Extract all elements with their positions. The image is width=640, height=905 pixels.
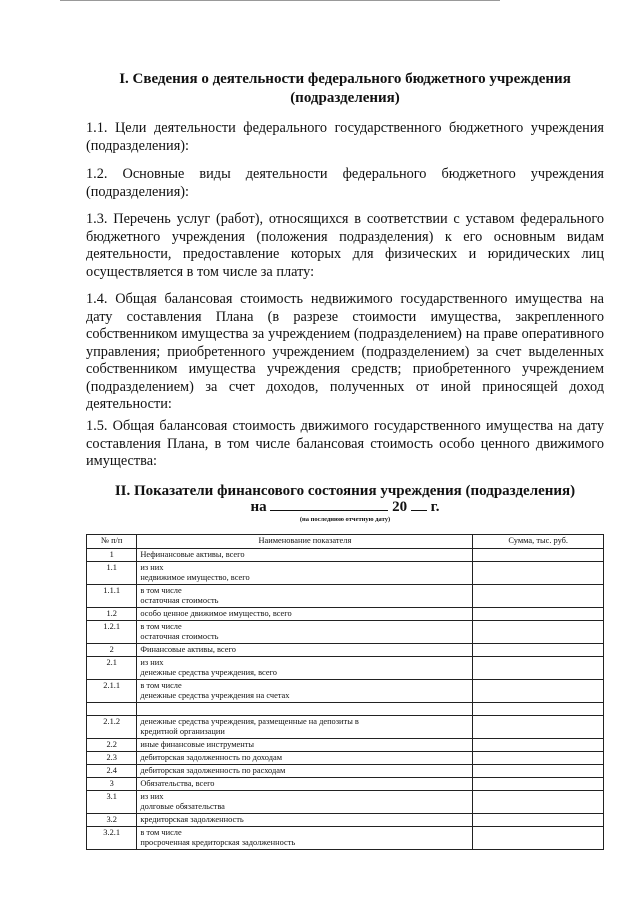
row-label-line: Финансовые активы, всего [140,645,236,654]
row-label-line: особо ценное движимое имущество, всего [140,609,292,618]
row-label [137,621,473,644]
row-number: 2.1.1 [87,680,137,703]
row-sum-cell [473,562,604,585]
row-sum-cell [473,703,604,716]
date-note: (на последнюю отчетную дату) [299,516,391,523]
row-label-line: Обязательства, всего [140,779,215,788]
row-sum-cell [473,644,604,657]
table-row [87,765,604,778]
table-row [87,827,604,850]
header-sum: Сумма, тыс. руб. [473,535,604,549]
row-number: 1.2.1 [87,621,137,644]
row-label [137,739,473,752]
row-number: 1.2 [87,608,137,621]
financial-indicators-table [86,534,604,850]
row-label-line: в том числе [140,622,182,631]
row-number: 2.4 [87,765,137,778]
row-label [137,752,473,765]
header-num: № п/п [87,535,137,549]
table-row [87,549,604,562]
paragraph-1-1: 1.1. Цели деятельности федерального государственного бюджетного учреждения (подразделения): [86,120,604,154]
row-number: 2 [87,644,137,657]
row-number: 1.1 [87,562,137,585]
row-label [137,716,473,739]
table-row [87,585,604,608]
row-label [137,778,473,791]
table-row [87,778,604,791]
row-label-line: в том числе [140,586,182,595]
row-label [137,703,473,716]
row-label-line: недвижимое имущество, всего [140,573,250,582]
paragraph-1-3: 1.3. Перечень услуг (работ), относящихся в соответствии с уставом федерального бюджетного учреждения (положения подразделения) к его основным видам деятельности, предоставление которых для физических и юридических лиц осуществляется в том числе за плату: [86,211,604,280]
table-row [87,791,604,814]
row-number: 2.3 [87,752,137,765]
row-label-line: из них [140,658,164,667]
row-label [137,680,473,703]
table-row [87,703,604,716]
row-sum-cell [473,657,604,680]
row-label-line: остаточная стоимость [140,632,219,641]
row-label-line: в том числе [140,681,182,690]
row-number: 2.1 [87,657,137,680]
row-number: 3.2 [87,814,137,827]
year-blank [411,498,427,511]
row-label [137,827,473,850]
row-sum-cell [473,716,604,739]
header-name: Наименование показателя [137,535,473,549]
row-sum-cell [473,778,604,791]
table-row [87,621,604,644]
row-label [137,814,473,827]
table-row [87,608,604,621]
row-sum-cell [473,791,604,814]
row-label [137,549,473,562]
table-row [87,680,604,703]
row-sum-cell [473,549,604,562]
section1-title-line1: I. Сведения о деятельности федерального бюджетного учреждения [119,71,571,87]
row-label [137,562,473,585]
row-number: 2.2 [87,739,137,752]
row-number: 2.1.2 [87,716,137,739]
table-row [87,657,604,680]
row-sum-cell [473,585,604,608]
paragraph-1-4: 1.4. Общая балансовая стоимость недвижимого государственного имущества на дату составления Плана (в разрезе стоимости имущества, закрепленного собственником имущества за учреждением (подразделением) на праве оперативного управления; приобретенного учреждением (подразделением) за счет выделенных собственником имущества учреждения средств; приобретенного учреждением (подразделением) за счет доходов, полученных от иной приносящей доход деятельности: [86,291,604,412]
table-row [87,814,604,827]
scan-top-edge [60,0,500,1]
row-label-line: в том числе [140,828,182,837]
row-number: 3.1 [87,791,137,814]
row-sum-cell [473,827,604,850]
row-label-line: иные финансовые инструменты [140,740,255,749]
row-number: 3 [87,778,137,791]
row-label [137,585,473,608]
row-number: 3.2.1 [87,827,137,850]
row-label-line: кредитной организации [140,727,225,736]
row-label-line: кредиторская задолженность [140,815,244,824]
row-label-line: денежные средства учреждения, размещенные на депозиты в [140,717,359,726]
date-blank [270,498,388,511]
row-label-line: дебиторская задолженность по доходам [140,753,283,762]
row-label [137,791,473,814]
row-label-line: просроченная кредиторская задолженность [140,838,296,847]
row-label [137,644,473,657]
row-sum-cell [473,752,604,765]
date-suffix: г. [430,499,440,515]
row-number: 1 [87,549,137,562]
row-number [87,703,137,716]
row-label-line: дебиторская задолженность по расходам [140,766,286,775]
paragraph-1-2: 1.2. Основные виды деятельности федерального бюджетного учреждения (подразделения): [86,166,604,200]
table-row [87,716,604,739]
table-header-row [87,535,604,549]
row-label-line: из них [140,563,164,572]
row-label-line: остаточная стоимость [140,596,219,605]
row-label [137,657,473,680]
paragraph-1-5: 1.5. Общая балансовая стоимость движимого государственного имущества на дату составления Плана, в том числе балансовая стоимость особо ценного движимого имущества: [86,418,604,469]
row-sum-cell [473,814,604,827]
row-sum-cell [473,765,604,778]
section1-title [86,70,604,108]
row-sum-cell [473,680,604,703]
section2-title: II. Показатели финансового состояния учреждения (подразделения) [114,483,576,499]
table-row [87,562,604,585]
table-row [87,739,604,752]
row-label-line: долговые обязательства [140,802,225,811]
date-year: 20 [392,499,408,515]
row-label-line: Нефинансовые активы, всего [140,550,245,559]
row-sum-cell [473,608,604,621]
date-prefix: на [250,499,267,515]
row-label-line: денежные средства учреждения на счетах [140,691,290,700]
row-label-line [140,704,469,714]
table-row [87,752,604,765]
row-label [137,608,473,621]
report-date-line [86,498,604,516]
row-sum-cell [473,621,604,644]
section1-title-line2: (подразделения) [290,90,400,106]
row-label-line: денежные средства учреждения, всего [140,668,277,677]
table-row [87,644,604,657]
row-label [137,765,473,778]
row-label-line: из них [140,792,164,801]
row-number: 1.1.1 [87,585,137,608]
row-sum-cell [473,739,604,752]
